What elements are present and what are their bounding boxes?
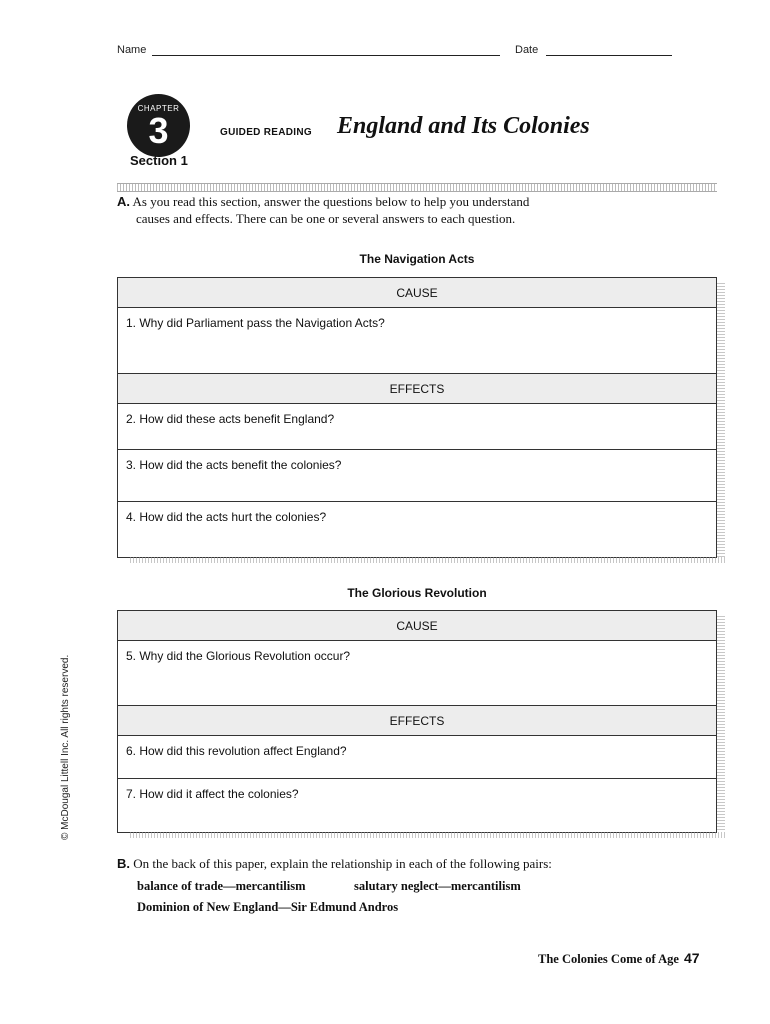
page-number: 47 xyxy=(683,950,700,966)
chapter-number: 3 xyxy=(148,110,169,151)
table-title-navigation-acts: The Navigation Acts xyxy=(359,252,475,266)
part-a-line1: As you read this section, answer the questions below to help you understand xyxy=(132,194,530,209)
page-title: England and Its Colonies xyxy=(337,113,590,139)
answer-box-4[interactable] xyxy=(118,502,716,557)
date-field[interactable] xyxy=(546,55,672,56)
part-a-line2: causes and effects. There can be one or several answers to each question. xyxy=(136,211,516,226)
name-label: Name xyxy=(117,44,147,56)
page-footer xyxy=(538,950,700,967)
answer-box-2[interactable] xyxy=(118,404,716,450)
chapter-badge xyxy=(127,94,190,157)
date-label: Date xyxy=(515,44,539,56)
unit-title: The Colonies Come of Age xyxy=(538,952,679,966)
question-4: 4. How did the acts hurt the colonies? xyxy=(126,510,327,524)
table-shadow xyxy=(717,616,725,832)
answer-box-3[interactable] xyxy=(118,450,716,502)
table-shadow xyxy=(130,557,725,563)
part-b-letter: B. xyxy=(117,856,130,871)
section-label: Section 1 xyxy=(130,153,188,168)
copyright-notice: © McDougal Littell Inc. All rights reserved. xyxy=(60,654,71,840)
question-7: 7. How did it affect the colonies? xyxy=(126,787,299,801)
chapter-label: CHAPTER xyxy=(137,104,180,113)
question-1: 1. Why did Parliament pass the Navigation Acts? xyxy=(126,316,385,330)
name-field[interactable] xyxy=(152,55,500,56)
question-5: 5. Why did the Glorious Revolution occur? xyxy=(126,649,351,663)
table-shadow xyxy=(130,832,725,838)
term-pair-3: Dominion of New England—Sir Edmund Andros xyxy=(137,900,399,914)
answer-box-1[interactable] xyxy=(118,308,716,374)
navigation-acts-table xyxy=(117,277,717,558)
cause-header: CAUSE xyxy=(118,611,716,641)
part-a-instructions xyxy=(117,193,577,227)
answer-box-6[interactable] xyxy=(118,736,716,779)
glorious-revolution-table xyxy=(117,610,717,833)
table-shadow xyxy=(717,283,725,557)
effects-header: EFFECTS xyxy=(118,706,716,736)
divider-band xyxy=(117,183,717,192)
term-pair-1: balance of trade—mercantilism xyxy=(137,879,306,893)
table-title-glorious-revolution: The Glorious Revolution xyxy=(347,586,487,600)
effects-header: EFFECTS xyxy=(118,374,716,404)
term-pair-2: salutary neglect—mercantilism xyxy=(354,879,521,893)
part-a-letter: A. xyxy=(117,194,130,209)
part-b-instructions xyxy=(117,856,552,872)
part-b-text: On the back of this paper, explain the relationship in each of the following pairs: xyxy=(133,856,552,871)
question-6: 6. How did this revolution affect England? xyxy=(126,744,347,758)
guided-reading-label: GUIDED READING xyxy=(220,127,312,138)
answer-box-7[interactable] xyxy=(118,779,716,832)
question-3: 3. How did the acts benefit the colonies? xyxy=(126,458,342,472)
cause-header: CAUSE xyxy=(118,278,716,308)
answer-box-5[interactable] xyxy=(118,641,716,706)
question-2: 2. How did these acts benefit England? xyxy=(126,412,335,426)
